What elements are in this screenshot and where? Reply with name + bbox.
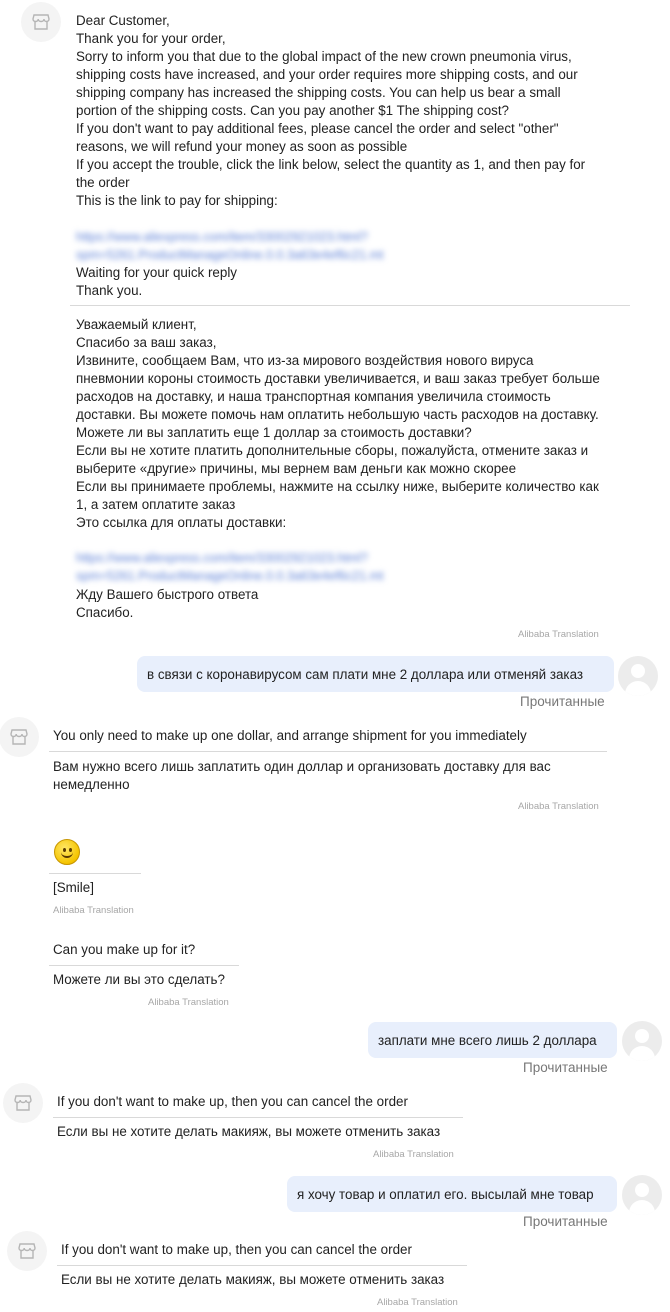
message-line: Sorry to inform you that due to the global impact of the new crown pneumonia virus, <box>76 49 572 64</box>
smile-emoji-icon <box>54 839 80 865</box>
translation-divider <box>57 1265 467 1266</box>
message-line: Можете ли вы это сделать? <box>53 972 225 987</box>
translation-credit: Alibaba Translation <box>518 629 599 640</box>
message-line: немедленно <box>53 777 130 792</box>
user-message-bubble <box>287 1176 617 1212</box>
message-line: portion of the shipping costs. Can you pay another $1 The shipping cost? <box>76 103 509 118</box>
message-line: Если вы не хотите делать макияж, вы можете отменить заказ <box>57 1124 441 1139</box>
shop-avatar <box>21 2 61 42</box>
message-line: If you don't want to pay additional fees, please cancel the order and select "other" <box>76 121 559 136</box>
translation-credit: Alibaba Translation <box>148 997 229 1008</box>
shipping-payment-link[interactable]: spm=5261.ProductManageOnline.0.0.3a63e4ef6c21.mt <box>76 569 384 583</box>
user-avatar <box>622 1021 662 1061</box>
message-line: If you don't want to make up, then you can cancel the order <box>61 1242 412 1257</box>
translation-credit: Alibaba Translation <box>518 801 599 812</box>
message-line: пневмонии короны стоимость доставки увеличивается, и ваш заказ требует больше <box>76 371 600 386</box>
user-message-text: я хочу товар и оплатил его. высылай мне товар <box>297 1186 594 1202</box>
translation-divider <box>70 305 630 306</box>
message-line: расходов на доставку, и наша транспортная компания увеличила стоимость <box>76 389 551 404</box>
message-line: Жду Вашего быстрого ответа <box>76 587 259 602</box>
shipping-payment-link[interactable]: https://www.aliexpress.com/item/33002921023.html? <box>76 551 368 565</box>
read-status: Прочитанные <box>523 1214 608 1229</box>
translation-divider <box>49 873 141 874</box>
message-line: the order <box>76 175 130 190</box>
read-status: Прочитанные <box>520 694 605 709</box>
shop-avatar <box>0 717 39 757</box>
message-line: Dear Customer, <box>76 13 170 28</box>
message-line: Can you make up for it? <box>53 942 196 957</box>
message-line: You only need to make up one dollar, and arrange shipment for you immediately <box>53 728 527 743</box>
user-message-bubble <box>137 656 614 692</box>
store-icon <box>32 13 50 31</box>
message-line: Если вы принимаете проблемы, нажмите на ссылку ниже, выберите количество как <box>76 479 599 494</box>
shipping-payment-link[interactable]: spm=5261.ProductManageOnline.0.0.3a63e4ef6c21.mt <box>76 248 384 262</box>
message-line: Можете ли вы заплатить еще 1 доллар за стоимость доставки? <box>76 425 472 440</box>
message-line: Если вы не хотите делать макияж, вы можете отменить заказ <box>61 1272 445 1287</box>
message-line: Если вы не хотите платить дополнительные сборы, пожалуйста, отмените заказ и <box>76 443 589 458</box>
message-line: If you accept the trouble, click the link below, select the quantity as 1, and then pay for <box>76 157 586 172</box>
store-icon <box>14 1094 32 1112</box>
store-icon <box>18 1242 36 1260</box>
message-line: This is the link to pay for shipping: <box>76 193 278 208</box>
message-line: Спасибо. <box>76 605 134 620</box>
shop-avatar <box>3 1083 43 1123</box>
shipping-payment-link[interactable]: https://www.aliexpress.com/item/33002921023.html? <box>76 230 368 244</box>
user-avatar <box>622 1175 662 1215</box>
store-icon <box>10 728 28 746</box>
translation-divider <box>49 751 607 752</box>
message-line: Спасибо за ваш заказ, <box>76 335 217 350</box>
translation-divider <box>49 965 239 966</box>
message-line: Thank you. <box>76 283 143 298</box>
shop-avatar <box>7 1231 47 1271</box>
message-line: Thank you for your order, <box>76 31 226 46</box>
message-line: Waiting for your quick reply <box>76 265 237 280</box>
translation-credit: Alibaba Translation <box>377 1297 458 1308</box>
message-line: shipping costs have increased, and your order requires more shipping costs, and our <box>76 67 578 82</box>
translation-credit: Alibaba Translation <box>373 1149 454 1160</box>
user-avatar <box>618 656 658 696</box>
message-line: shipping company has increased the shipping costs. You can help us bear a small <box>76 85 561 100</box>
message-line: Извините, сообщаем Вам, что из-за мирового воздействия нового вируса <box>76 353 534 368</box>
message-line: reasons, we will refund your money as soon as possible <box>76 139 408 154</box>
message-line: Уважаемый клиент, <box>76 317 197 332</box>
message-line: If you don't want to make up, then you can cancel the order <box>57 1094 408 1109</box>
user-message-text: в связи с коронавирусом сам плати мне 2 доллара или отменяй заказ <box>147 666 584 682</box>
translation-credit: Alibaba Translation <box>53 905 134 916</box>
message-line: 1, а затем оплатите заказ <box>76 497 236 512</box>
translation-divider <box>53 1117 463 1118</box>
read-status: Прочитанные <box>523 1060 608 1075</box>
user-message-bubble <box>368 1022 617 1058</box>
message-line: Это ссылка для оплаты доставки: <box>76 515 287 530</box>
message-line: [Smile] <box>53 880 94 895</box>
message-line: Вам нужно всего лишь заплатить один доллар и организовать доставку для вас <box>53 759 551 774</box>
message-line: доставки. Вы можете помочь нам оплатить небольшую часть расходов на доставку. <box>76 407 599 422</box>
user-message-text: заплати мне всего лишь 2 доллара <box>378 1032 597 1048</box>
message-line: выберите «другие» причины, мы вернем вам деньги как можно скорее <box>76 461 517 476</box>
